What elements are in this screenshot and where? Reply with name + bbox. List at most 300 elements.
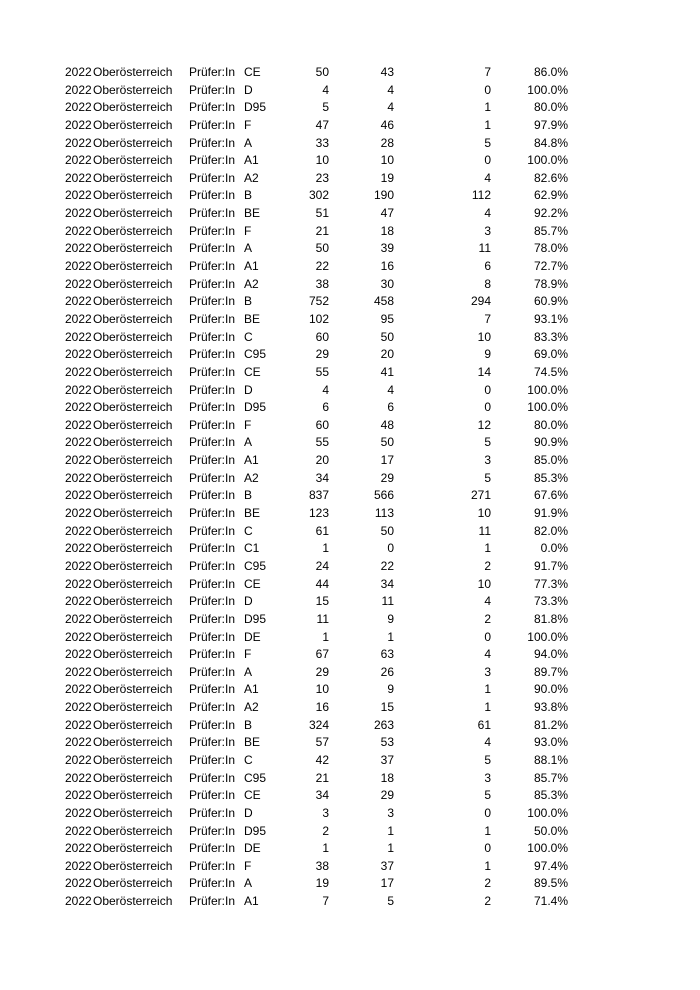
failed-count-cell: 14 xyxy=(477,364,491,379)
license-class-cell: A xyxy=(244,435,253,450)
failed-count-cell: 1 xyxy=(484,823,491,838)
table-row xyxy=(0,276,700,294)
role-cell: Prüfer:In xyxy=(189,382,236,397)
pass-rate-cell: 85.3% xyxy=(533,788,568,803)
year-cell: 2022 xyxy=(65,65,92,79)
role-cell: Prüfer:In xyxy=(189,100,236,115)
passed-count-cell: 113 xyxy=(374,506,394,521)
region-cell: Oberösterreich xyxy=(93,752,173,767)
role-cell: Prüfer:In xyxy=(189,629,236,644)
license-class-cell: D95 xyxy=(244,400,267,415)
role-cell: Prüfer:In xyxy=(189,541,236,556)
pass-rate-cell: 69.0% xyxy=(533,347,568,362)
pass-rate-cell: 78.9% xyxy=(533,276,568,291)
pass-rate-cell: 100.0% xyxy=(527,82,568,97)
table-row xyxy=(0,629,700,647)
region-cell: Oberösterreich xyxy=(93,435,173,450)
table-row xyxy=(0,470,700,488)
year-cell: 2022 xyxy=(65,241,92,256)
year-cell: 2022 xyxy=(65,894,92,909)
passed-count-cell: 43 xyxy=(380,65,394,79)
passed-count-cell: 20 xyxy=(380,347,394,362)
region-cell: Oberösterreich xyxy=(93,223,173,238)
table-row xyxy=(0,82,700,100)
region-cell: Oberösterreich xyxy=(93,770,173,785)
failed-count-cell: 0 xyxy=(484,841,491,856)
year-cell: 2022 xyxy=(65,347,92,362)
table-row xyxy=(0,346,700,364)
region-cell: Oberösterreich xyxy=(93,858,173,873)
role-cell: Prüfer:In xyxy=(189,364,236,379)
total-count-cell: 47 xyxy=(315,117,329,132)
pass-rate-cell: 62.9% xyxy=(533,188,568,203)
total-count-cell: 29 xyxy=(315,347,329,362)
pass-rate-cell: 90.9% xyxy=(533,435,568,450)
passed-count-cell: 28 xyxy=(380,135,394,150)
year-cell: 2022 xyxy=(65,841,92,856)
failed-count-cell: 0 xyxy=(484,805,491,820)
failed-count-cell: 1 xyxy=(484,700,491,715)
failed-count-cell: 3 xyxy=(484,223,491,238)
table-row xyxy=(0,664,700,682)
region-cell: Oberösterreich xyxy=(93,329,173,344)
role-cell: Prüfer:In xyxy=(189,65,236,79)
passed-count-cell: 95 xyxy=(380,311,394,326)
table-row xyxy=(0,434,700,452)
region-cell: Oberösterreich xyxy=(93,735,173,750)
region-cell: Oberösterreich xyxy=(93,259,173,274)
year-cell: 2022 xyxy=(65,558,92,573)
region-cell: Oberösterreich xyxy=(93,664,173,679)
role-cell: Prüfer:In xyxy=(189,841,236,856)
role-cell: Prüfer:In xyxy=(189,717,236,732)
year-cell: 2022 xyxy=(65,488,92,503)
region-cell: Oberösterreich xyxy=(93,541,173,556)
role-cell: Prüfer:In xyxy=(189,523,236,538)
pass-rate-cell: 85.7% xyxy=(533,223,568,238)
pass-rate-cell: 89.5% xyxy=(533,876,568,891)
passed-count-cell: 3 xyxy=(387,805,394,820)
year-cell: 2022 xyxy=(65,435,92,450)
license-class-cell: F xyxy=(244,223,252,238)
passed-count-cell: 566 xyxy=(373,488,394,503)
failed-count-cell: 10 xyxy=(477,506,491,521)
year-cell: 2022 xyxy=(65,259,92,274)
table-row xyxy=(0,611,700,629)
passed-count-cell: 50 xyxy=(380,435,394,450)
failed-count-cell: 61 xyxy=(477,717,491,732)
region-cell: Oberösterreich xyxy=(93,594,173,609)
license-class-cell: A xyxy=(244,876,253,891)
table-row xyxy=(0,205,700,223)
passed-count-cell: 37 xyxy=(380,752,394,767)
total-count-cell: 1 xyxy=(322,841,329,856)
role-cell: Prüfer:In xyxy=(189,894,236,909)
passed-count-cell: 63 xyxy=(380,647,394,662)
table-row xyxy=(0,487,700,505)
table-row xyxy=(0,223,700,241)
total-count-cell: 6 xyxy=(322,400,329,415)
total-count-cell: 10 xyxy=(315,682,329,697)
pass-rate-cell: 93.8% xyxy=(533,700,568,715)
table-row xyxy=(0,293,700,311)
passed-count-cell: 34 xyxy=(380,576,394,591)
total-count-cell: 19 xyxy=(315,876,329,891)
total-count-cell: 42 xyxy=(315,752,329,767)
license-class-cell: B xyxy=(244,488,253,503)
passed-count-cell: 53 xyxy=(380,735,394,750)
region-cell: Oberösterreich xyxy=(93,294,173,309)
failed-count-cell: 3 xyxy=(484,453,491,468)
table-row xyxy=(0,752,700,770)
year-cell: 2022 xyxy=(65,135,92,150)
license-class-cell: A2 xyxy=(244,170,259,185)
passed-count-cell: 47 xyxy=(380,206,394,221)
table-row xyxy=(0,258,700,276)
passed-count-cell: 19 xyxy=(380,170,394,185)
license-class-cell: B xyxy=(244,188,253,203)
license-class-cell: C95 xyxy=(244,770,267,785)
pass-rate-cell: 81.2% xyxy=(533,717,568,732)
year-cell: 2022 xyxy=(65,417,92,432)
total-count-cell: 67 xyxy=(315,647,329,662)
role-cell: Prüfer:In xyxy=(189,259,236,274)
total-count-cell: 20 xyxy=(315,453,329,468)
license-class-cell: BE xyxy=(244,506,261,521)
region-cell: Oberösterreich xyxy=(93,488,173,503)
year-cell: 2022 xyxy=(65,611,92,626)
role-cell: Prüfer:In xyxy=(189,417,236,432)
passed-count-cell: 39 xyxy=(380,241,394,256)
pass-rate-cell: 83.3% xyxy=(533,329,568,344)
pass-rate-cell: 92.2% xyxy=(533,206,568,221)
year-cell: 2022 xyxy=(65,805,92,820)
year-cell: 2022 xyxy=(65,523,92,538)
pass-rate-cell: 100.0% xyxy=(527,629,568,644)
failed-count-cell: 112 xyxy=(471,188,491,203)
failed-count-cell: 5 xyxy=(484,752,491,767)
total-count-cell: 24 xyxy=(315,558,329,573)
total-count-cell: 60 xyxy=(315,417,329,432)
table-row xyxy=(0,99,700,117)
license-class-cell: D xyxy=(244,805,253,820)
license-class-cell: DE xyxy=(244,629,261,644)
pass-rate-cell: 93.0% xyxy=(533,735,568,750)
total-count-cell: 61 xyxy=(315,523,329,538)
role-cell: Prüfer:In xyxy=(189,576,236,591)
year-cell: 2022 xyxy=(65,206,92,221)
pass-rate-cell: 85.7% xyxy=(533,770,568,785)
year-cell: 2022 xyxy=(65,329,92,344)
table-row xyxy=(0,382,700,400)
license-class-cell: D95 xyxy=(244,100,267,115)
pass-rate-cell: 91.7% xyxy=(533,558,568,573)
role-cell: Prüfer:In xyxy=(189,594,236,609)
table-row xyxy=(0,364,700,382)
failed-count-cell: 4 xyxy=(484,206,491,221)
table-row xyxy=(0,858,700,876)
passed-count-cell: 0 xyxy=(387,541,394,556)
license-class-cell: A2 xyxy=(244,276,259,291)
year-cell: 2022 xyxy=(65,470,92,485)
license-class-cell: C xyxy=(244,523,253,538)
region-cell: Oberösterreich xyxy=(93,717,173,732)
pass-rate-cell: 84.8% xyxy=(533,135,568,150)
failed-count-cell: 4 xyxy=(484,170,491,185)
total-count-cell: 50 xyxy=(315,65,329,79)
region-cell: Oberösterreich xyxy=(93,453,173,468)
role-cell: Prüfer:In xyxy=(189,506,236,521)
total-count-cell: 4 xyxy=(322,82,329,97)
region-cell: Oberösterreich xyxy=(93,682,173,697)
year-cell: 2022 xyxy=(65,576,92,591)
pass-rate-cell: 78.0% xyxy=(533,241,568,256)
pass-rate-cell: 100.0% xyxy=(527,400,568,415)
table-row xyxy=(0,311,700,329)
role-cell: Prüfer:In xyxy=(189,135,236,150)
role-cell: Prüfer:In xyxy=(189,153,236,168)
table-row xyxy=(0,734,700,752)
role-cell: Prüfer:In xyxy=(189,805,236,820)
role-cell: Prüfer:In xyxy=(189,400,236,415)
pass-rate-cell: 88.1% xyxy=(533,752,568,767)
failed-count-cell: 7 xyxy=(484,65,491,79)
failed-count-cell: 2 xyxy=(484,876,491,891)
total-count-cell: 7 xyxy=(322,894,329,909)
role-cell: Prüfer:In xyxy=(189,647,236,662)
table-row xyxy=(0,823,700,841)
passed-count-cell: 46 xyxy=(380,117,394,132)
region-cell: Oberösterreich xyxy=(93,100,173,115)
pass-rate-cell: 77.3% xyxy=(533,576,568,591)
table-row xyxy=(0,840,700,858)
table-row xyxy=(0,576,700,594)
license-class-cell: CE xyxy=(244,364,261,379)
region-cell: Oberösterreich xyxy=(93,506,173,521)
region-cell: Oberösterreich xyxy=(93,629,173,644)
pass-rate-cell: 93.1% xyxy=(533,311,568,326)
license-class-cell: A xyxy=(244,664,253,679)
year-cell: 2022 xyxy=(65,188,92,203)
license-class-cell: F xyxy=(244,858,252,873)
year-cell: 2022 xyxy=(65,629,92,644)
role-cell: Prüfer:In xyxy=(189,223,236,238)
license-class-cell: A1 xyxy=(244,153,259,168)
license-class-cell: A2 xyxy=(244,470,259,485)
role-cell: Prüfer:In xyxy=(189,788,236,803)
role-cell: Prüfer:In xyxy=(189,752,236,767)
license-class-cell: A xyxy=(244,241,253,256)
license-class-cell: C95 xyxy=(244,558,267,573)
license-class-cell: CE xyxy=(244,576,261,591)
license-class-cell: CE xyxy=(244,788,261,803)
passed-count-cell: 18 xyxy=(380,223,394,238)
failed-count-cell: 5 xyxy=(484,135,491,150)
year-cell: 2022 xyxy=(65,453,92,468)
year-cell: 2022 xyxy=(65,682,92,697)
pass-rate-cell: 85.0% xyxy=(533,453,568,468)
role-cell: Prüfer:In xyxy=(189,170,236,185)
license-class-cell: C xyxy=(244,752,253,767)
year-cell: 2022 xyxy=(65,294,92,309)
passed-count-cell: 4 xyxy=(387,100,394,115)
region-cell: Oberösterreich xyxy=(93,135,173,150)
passed-count-cell: 26 xyxy=(380,664,394,679)
region-cell: Oberösterreich xyxy=(93,876,173,891)
license-class-cell: D95 xyxy=(244,611,267,626)
passed-count-cell: 11 xyxy=(381,594,394,609)
role-cell: Prüfer:In xyxy=(189,453,236,468)
table-row xyxy=(0,593,700,611)
pass-rate-cell: 80.0% xyxy=(533,100,568,115)
table-row xyxy=(0,523,700,541)
pass-rate-cell: 73.3% xyxy=(533,594,568,609)
failed-count-cell: 3 xyxy=(484,664,491,679)
license-class-cell: D xyxy=(244,594,253,609)
total-count-cell: 21 xyxy=(315,770,329,785)
year-cell: 2022 xyxy=(65,647,92,662)
region-cell: Oberösterreich xyxy=(93,788,173,803)
region-cell: Oberösterreich xyxy=(93,153,173,168)
year-cell: 2022 xyxy=(65,876,92,891)
total-count-cell: 60 xyxy=(315,329,329,344)
region-cell: Oberösterreich xyxy=(93,823,173,838)
total-count-cell: 324 xyxy=(308,717,329,732)
passed-count-cell: 1 xyxy=(387,629,394,644)
role-cell: Prüfer:In xyxy=(189,276,236,291)
year-cell: 2022 xyxy=(65,770,92,785)
passed-count-cell: 1 xyxy=(387,823,394,838)
failed-count-cell: 8 xyxy=(484,276,491,291)
region-cell: Oberösterreich xyxy=(93,82,173,97)
region-cell: Oberösterreich xyxy=(93,276,173,291)
total-count-cell: 51 xyxy=(315,206,329,221)
pass-rate-cell: 50.0% xyxy=(533,823,568,838)
table-row xyxy=(0,152,700,170)
region-cell: Oberösterreich xyxy=(93,117,173,132)
passed-count-cell: 29 xyxy=(380,470,394,485)
region-cell: Oberösterreich xyxy=(93,576,173,591)
failed-count-cell: 1 xyxy=(484,858,491,873)
total-count-cell: 57 xyxy=(315,735,329,750)
year-cell: 2022 xyxy=(65,153,92,168)
table-row xyxy=(0,399,700,417)
role-cell: Prüfer:In xyxy=(189,876,236,891)
table-row xyxy=(0,646,700,664)
passed-count-cell: 5 xyxy=(387,894,394,909)
license-class-cell: A1 xyxy=(244,259,259,274)
failed-count-cell: 10 xyxy=(477,576,491,591)
pass-rate-cell: 100.0% xyxy=(527,382,568,397)
total-count-cell: 29 xyxy=(315,664,329,679)
region-cell: Oberösterreich xyxy=(93,841,173,856)
failed-count-cell: 11 xyxy=(478,523,491,538)
passed-count-cell: 15 xyxy=(380,700,394,715)
pass-rate-cell: 82.6% xyxy=(533,170,568,185)
total-count-cell: 15 xyxy=(315,594,329,609)
year-cell: 2022 xyxy=(65,506,92,521)
total-count-cell: 752 xyxy=(308,294,329,309)
total-count-cell: 1 xyxy=(322,629,329,644)
year-cell: 2022 xyxy=(65,858,92,873)
year-cell: 2022 xyxy=(65,223,92,238)
failed-count-cell: 7 xyxy=(484,311,491,326)
year-cell: 2022 xyxy=(65,735,92,750)
license-class-cell: D xyxy=(244,382,253,397)
license-class-cell: C1 xyxy=(244,541,260,556)
table-row xyxy=(0,505,700,523)
passed-count-cell: 458 xyxy=(373,294,394,309)
region-cell: Oberösterreich xyxy=(93,470,173,485)
passed-count-cell: 4 xyxy=(387,82,394,97)
license-class-cell: A xyxy=(244,135,253,150)
failed-count-cell: 2 xyxy=(484,894,491,909)
table-row xyxy=(0,805,700,823)
failed-count-cell: 1 xyxy=(484,682,491,697)
passed-count-cell: 37 xyxy=(380,858,394,873)
total-count-cell: 302 xyxy=(308,188,329,203)
total-count-cell: 3 xyxy=(322,805,329,820)
failed-count-cell: 6 xyxy=(484,259,491,274)
total-count-cell: 23 xyxy=(315,170,329,185)
table-row xyxy=(0,240,700,258)
pass-rate-cell: 85.3% xyxy=(533,470,568,485)
role-cell: Prüfer:In xyxy=(189,241,236,256)
pass-rate-cell: 97.9% xyxy=(533,117,568,132)
year-cell: 2022 xyxy=(65,117,92,132)
pass-rate-cell: 67.6% xyxy=(533,488,568,503)
total-count-cell: 16 xyxy=(315,700,329,715)
data-table xyxy=(0,64,700,911)
total-count-cell: 55 xyxy=(315,435,329,450)
passed-count-cell: 50 xyxy=(380,523,394,538)
failed-count-cell: 4 xyxy=(484,735,491,750)
failed-count-cell: 4 xyxy=(484,594,491,609)
year-cell: 2022 xyxy=(65,752,92,767)
role-cell: Prüfer:In xyxy=(189,311,236,326)
region-cell: Oberösterreich xyxy=(93,417,173,432)
passed-count-cell: 10 xyxy=(380,153,394,168)
region-cell: Oberösterreich xyxy=(93,805,173,820)
license-class-cell: F xyxy=(244,117,252,132)
license-class-cell: BE xyxy=(244,311,261,326)
table-row xyxy=(0,770,700,788)
passed-count-cell: 190 xyxy=(373,188,394,203)
role-cell: Prüfer:In xyxy=(189,329,236,344)
passed-count-cell: 18 xyxy=(380,770,394,785)
table-row xyxy=(0,64,700,82)
pass-rate-cell: 90.0% xyxy=(533,682,568,697)
region-cell: Oberösterreich xyxy=(93,611,173,626)
year-cell: 2022 xyxy=(65,382,92,397)
table-row xyxy=(0,135,700,153)
failed-count-cell: 294 xyxy=(470,294,491,309)
license-class-cell: BE xyxy=(244,206,261,221)
region-cell: Oberösterreich xyxy=(93,206,173,221)
failed-count-cell: 3 xyxy=(484,770,491,785)
passed-count-cell: 17 xyxy=(380,876,394,891)
total-count-cell: 2 xyxy=(322,823,329,838)
table-row xyxy=(0,417,700,435)
failed-count-cell: 10 xyxy=(477,329,491,344)
license-class-cell: D xyxy=(244,82,253,97)
year-cell: 2022 xyxy=(65,541,92,556)
table-row xyxy=(0,329,700,347)
role-cell: Prüfer:In xyxy=(189,435,236,450)
total-count-cell: 123 xyxy=(308,506,329,521)
failed-count-cell: 1 xyxy=(484,117,491,132)
pass-rate-cell: 72.7% xyxy=(533,259,568,274)
